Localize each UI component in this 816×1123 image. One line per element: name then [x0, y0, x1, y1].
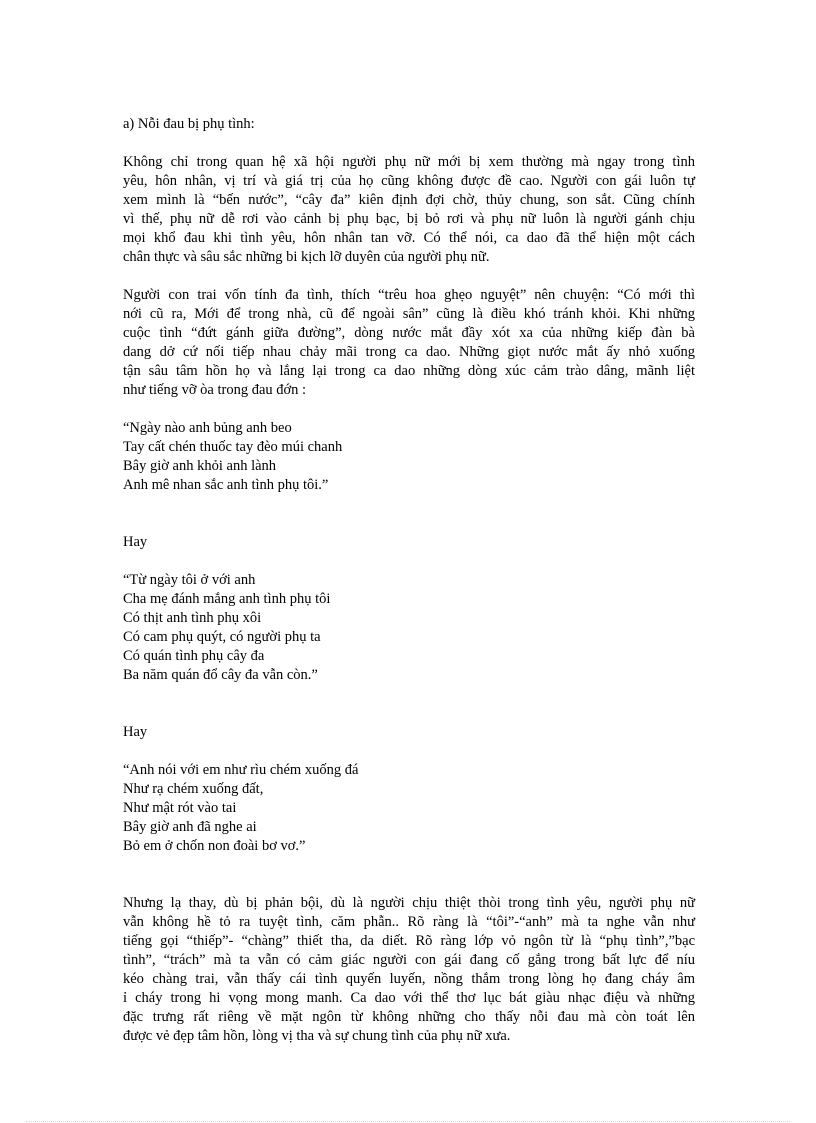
verse-1-line: “Ngày nào anh bủng anh beo: [123, 420, 292, 436]
paragraph-1-line: chân thực và sâu sắc những bi kịch lỡ duyên của người phụ nữ.: [123, 249, 490, 265]
paragraph-1-line: Không chỉ trong quan hệ xã hội người phụ nữ mới bị xem thường mà ngay trong tình: [123, 154, 695, 170]
verse-2-line: Có cam phụ quýt, có người phụ ta: [123, 629, 321, 645]
page-bottom-divider: [26, 1121, 790, 1122]
paragraph-3-line: tình”, “trách” mà ta vẫn có cảm giác người con gái đang cố gắng trong bất lực để níu: [123, 952, 695, 968]
verse-1: [123, 419, 695, 495]
paragraph-2-line: tận sâu tâm hồn họ và lắng lại trong ca dao những dòng xúc cảm trào dâng, mãnh liệt: [123, 363, 695, 379]
verse-3-line: Bây giờ anh đã nghe ai: [123, 819, 257, 835]
spacer: [123, 875, 695, 894]
paragraph-2-line: Người con trai vốn tính đa tình, thích “trêu hoa ghẹo nguyệt” nên chuyện: “Có mới thì: [123, 287, 695, 303]
paragraph-1: [123, 153, 695, 267]
verse-3-line: Như rạ chém xuống đất,: [123, 781, 264, 797]
paragraph-3-line: Nhưng lạ thay, dù bị phản bội, dù là người chịu thiệt thòi trong tình yêu, người phụ nữ: [123, 895, 695, 911]
paragraph-3-line: tiếng gọi “thiếp”- “chàng” thiết tha, da diết. Rõ ràng lớp vỏ ngôn từ là “phụ tình”,”bạc: [123, 933, 695, 949]
verse-3: [123, 761, 695, 856]
verse-3-line: Như mật rót vào tai: [123, 800, 237, 816]
paragraph-1-line: xem mình là “bến nước”, “cây đa” kiên định đợi chờ, thủy chung, son sắt. Cũng chính: [123, 192, 695, 208]
paragraph-3-line: vẫn không hề tỏ ra tuyệt tình, căm phẫn.. Rõ ràng là “tôi”-“anh” mà ta nghe vẫn như: [123, 914, 695, 930]
paragraph-2-line: dang dở cứ nối tiếp nhau chảy mãi trong ca dao. Những giọt nước mắt ấy nhỏ xuống: [123, 344, 695, 360]
paragraph-3-line: kéo chàng trai, vẫn thấy cái tình quyến luyến, nồng thắm trong lòng họ đang cháy âm: [123, 971, 695, 987]
verse-2-line: Có quán tình phụ cây đa: [123, 648, 265, 664]
connector-word-2: Hay: [123, 724, 148, 740]
paragraph-1-line: mọi khổ đau khi tình yêu, hôn nhân tan vỡ. Có thể nói, ca dao đã thể hiện một cách: [123, 230, 695, 246]
verse-3-line: Bỏ em ở chốn non đoài bơ vơ.”: [123, 838, 306, 854]
verse-2-line: Cha mẹ đánh mắng anh tình phụ tôi: [123, 591, 331, 607]
spacer: [123, 704, 695, 723]
verse-1-line: Bây giờ anh khỏi anh lành: [123, 458, 277, 474]
verse-2-line: Có thịt anh tình phụ xôi: [123, 610, 262, 626]
connector-word-1: Hay: [123, 534, 148, 550]
paragraph-2: [123, 286, 695, 400]
spacer: [123, 514, 695, 533]
verse-3-line: “Anh nói với em như rìu chém xuống đá: [123, 762, 359, 778]
verse-2: [123, 571, 695, 685]
paragraph-3-line: ỉ cháy trong hi vọng mong manh. Ca dao với thể thơ lục bát giàu nhạc điệu và những: [123, 990, 695, 1006]
verse-2-line: “Từ ngày tôi ở với anh: [123, 572, 256, 588]
verse-1-line: Anh mê nhan sắc anh tình phụ tôi.”: [123, 477, 329, 493]
document-body: [123, 115, 695, 1065]
section-heading: a) Nỗi đau bị phụ tình:: [123, 116, 255, 132]
paragraph-1-line: vì thế, phụ nữ dễ rơi vào cảnh bị phụ bạc, bị bỏ rơi và phụ nữ luôn là người gánh chịu: [123, 211, 695, 227]
paragraph-3: [123, 894, 695, 1046]
paragraph-2-line: cuộc tình “đứt gánh giữa đường”, dòng nước mắt đầy xót xa của những kiếp đàn bà: [123, 325, 695, 341]
verse-1-line: Tay cất chén thuốc tay đèo múi chanh: [123, 439, 343, 455]
paragraph-3-line: đặc trưng rất riêng về mặt ngôn từ không những cho thấy nỗi đau mà còn toát lên: [123, 1009, 695, 1025]
paragraph-2-line: nới cũ ra, Mới để trong nhà, cũ để ngoài sân” cũng là điều khó tránh khỏi. Khi những: [123, 306, 695, 322]
verse-2-line: Ba năm quán đổ cây đa vẫn còn.”: [123, 667, 318, 683]
paragraph-3-line: được vẻ đẹp tâm hồn, lòng vị tha và sự chung tình của phụ nữ xưa.: [123, 1028, 511, 1044]
paragraph-2-line: như tiếng vỡ òa trong đau đớn :: [123, 382, 307, 398]
paragraph-1-line: yêu, hôn nhân, vị trí và giá trị của họ cũng không được đề cao. Người con gái luôn tự: [123, 173, 695, 189]
